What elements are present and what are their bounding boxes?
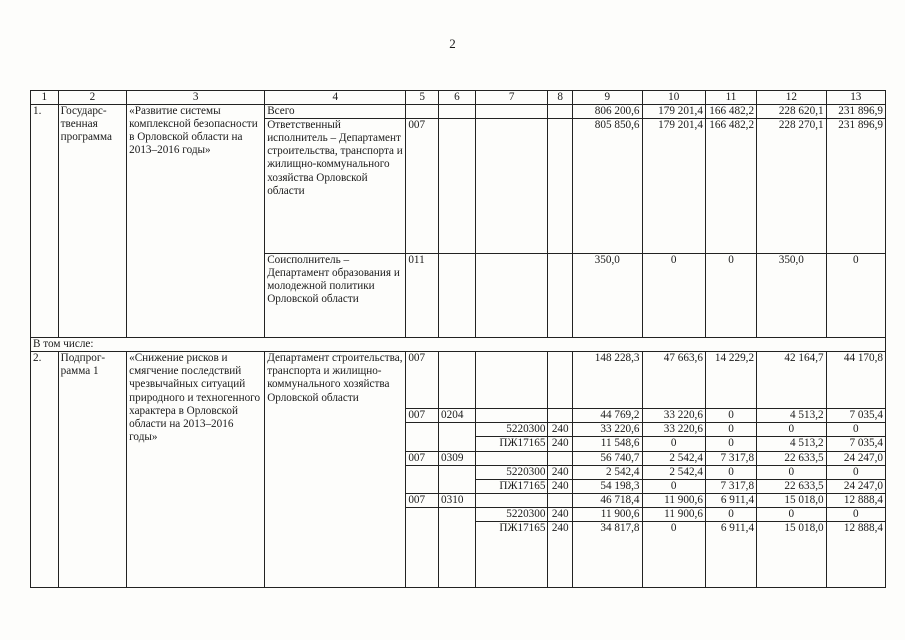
- detail-vr: 240: [548, 423, 573, 437]
- budget-table: [30, 90, 886, 588]
- detail-vr: 240: [548, 437, 573, 451]
- detail-csr: 5220300: [475, 507, 548, 521]
- detail-v10: 0: [642, 479, 705, 493]
- col-header-3: 3: [127, 91, 265, 105]
- section-v9: 44 769,2: [572, 409, 642, 423]
- subprogram-v11: 14 229,2: [705, 352, 756, 409]
- detail-v12: 22 633,5: [757, 479, 827, 493]
- section-v11: 0: [705, 409, 756, 423]
- detail-v10: 11 900,6: [642, 507, 705, 521]
- column-number-row: [31, 91, 886, 105]
- detail-v9: 2 542,4: [572, 465, 642, 479]
- section-v10: 11 900,6: [642, 493, 705, 507]
- responsible-v10: 179 201,4: [642, 119, 705, 254]
- total-v12: 228 620,1: [757, 105, 827, 119]
- section-v11: 6 911,4: [705, 493, 756, 507]
- section-number: 0204: [439, 409, 476, 423]
- section-v13: 24 247,0: [826, 451, 885, 465]
- subprogram-number: 2.: [31, 352, 59, 588]
- section-v9: 46 718,4: [572, 493, 642, 507]
- coexecutor-v13: 0: [826, 254, 885, 338]
- detail-vr: 240: [548, 465, 573, 479]
- subprogram-code: 007: [406, 352, 439, 409]
- total-v11: 166 482,2: [705, 105, 756, 119]
- col-header-5: 5: [406, 91, 439, 105]
- detail-v12: 0: [757, 465, 827, 479]
- detail-vr: 240: [548, 507, 573, 521]
- responsible-v12: 228 270,1: [757, 119, 827, 254]
- responsible-code: 007: [406, 119, 439, 254]
- coexecutor-v11: 0: [705, 254, 756, 338]
- detail-v12: 4 513,2: [757, 437, 827, 451]
- detail-csr: 5220300: [475, 423, 548, 437]
- detail-v9: 11 548,6: [572, 437, 642, 451]
- col-header-13: 13: [826, 91, 885, 105]
- section-code: 007: [406, 451, 439, 465]
- section-v12: 22 633,5: [757, 451, 827, 465]
- coexecutor-label: Соисполнитель – Департамент образования и молодежной политики Орловской области: [265, 254, 406, 338]
- program-total-row: [31, 105, 886, 119]
- detail-v9: 11 900,6: [572, 507, 642, 521]
- section-v13: 12 888,4: [826, 493, 885, 507]
- col-header-2: 2: [58, 91, 127, 105]
- detail-v11: 7 317,8: [705, 479, 756, 493]
- subprogram-v13: 44 170,8: [826, 352, 885, 409]
- col-header-10: 10: [642, 91, 705, 105]
- section-v10: 33 220,6: [642, 409, 705, 423]
- detail-v13: 0: [826, 423, 885, 437]
- detail-csr: ПЖ17165: [475, 522, 548, 588]
- detail-v10: 0: [642, 522, 705, 588]
- detail-v13: 12 888,4: [826, 522, 885, 588]
- detail-v11: 0: [705, 507, 756, 521]
- responsible-label: Ответственный исполнитель – Департамент строительства, транспорта и жилищно-коммунального хозяйства Орловской области: [265, 119, 406, 254]
- detail-csr: ПЖ17165: [475, 437, 548, 451]
- program-type: Государс-твенная программа: [58, 105, 127, 338]
- subprogram-name: «Снижение рисков и смягчение последствий чрезвычайных ситуаций природного и техногенного характера в Орловской области на 2013–2016 годы»: [127, 352, 265, 588]
- total-v10: 179 201,4: [642, 105, 705, 119]
- total-v9: 806 200,6: [572, 105, 642, 119]
- section-v11: 7 317,8: [705, 451, 756, 465]
- section-v13: 7 035,4: [826, 409, 885, 423]
- section-code: 007: [406, 493, 439, 507]
- subprogram-v9: 148 228,3: [572, 352, 642, 409]
- detail-csr: 5220300: [475, 465, 548, 479]
- col-header-12: 12: [757, 91, 827, 105]
- section-v12: 4 513,2: [757, 409, 827, 423]
- coexecutor-v12: 350,0: [757, 254, 827, 338]
- responsible-v13: 231 896,9: [826, 119, 885, 254]
- col-header-9: 9: [572, 91, 642, 105]
- col-header-7: 7: [475, 91, 548, 105]
- including-label: В том числе:: [31, 338, 886, 352]
- section-v9: 56 740,7: [572, 451, 642, 465]
- section-v10: 2 542,4: [642, 451, 705, 465]
- total-label: Всего: [265, 105, 406, 119]
- subprogram-top-row: [31, 352, 886, 409]
- responsible-v11: 166 482,2: [705, 119, 756, 254]
- including-row: [31, 338, 886, 352]
- program-number: 1.: [31, 105, 59, 338]
- program-name: «Развитие системы комплексной безопасности в Орловской области на 2013–2016 годы»: [127, 105, 265, 338]
- detail-v9: 54 198,3: [572, 479, 642, 493]
- responsible-v9: 805 850,6: [572, 119, 642, 254]
- coexecutor-v10: 0: [642, 254, 705, 338]
- col-header-6: 6: [439, 91, 476, 105]
- detail-v13: 24 247,0: [826, 479, 885, 493]
- col-header-8: 8: [548, 91, 573, 105]
- detail-v11: 0: [705, 423, 756, 437]
- detail-v11: 0: [705, 437, 756, 451]
- detail-v12: 0: [757, 507, 827, 521]
- coexecutor-v9: 350,0: [572, 254, 642, 338]
- section-code: 007: [406, 409, 439, 423]
- coexecutor-code: 011: [406, 254, 439, 338]
- col-header-11: 11: [705, 91, 756, 105]
- section-v12: 15 018,0: [757, 493, 827, 507]
- detail-v11: 0: [705, 465, 756, 479]
- detail-v9: 34 817,8: [572, 522, 642, 588]
- detail-v10: 0: [642, 437, 705, 451]
- detail-vr: 240: [548, 522, 573, 588]
- col-header-1: 1: [31, 91, 59, 105]
- col-header-4: 4: [265, 91, 406, 105]
- detail-v13: 7 035,4: [826, 437, 885, 451]
- detail-v13: 0: [826, 465, 885, 479]
- detail-v10: 2 542,4: [642, 465, 705, 479]
- subprogram-type: Подпрог-рамма 1: [58, 352, 127, 588]
- detail-v12: 15 018,0: [757, 522, 827, 588]
- detail-v11: 6 911,4: [705, 522, 756, 588]
- total-v13: 231 896,9: [826, 105, 885, 119]
- detail-csr: ПЖ17165: [475, 479, 548, 493]
- detail-v9: 33 220,6: [572, 423, 642, 437]
- detail-v12: 0: [757, 423, 827, 437]
- detail-vr: 240: [548, 479, 573, 493]
- subprogram-v10: 47 663,6: [642, 352, 705, 409]
- subprogram-v12: 42 164,7: [757, 352, 827, 409]
- section-number: 0309: [439, 451, 476, 465]
- page-number: 2: [449, 36, 456, 51]
- section-number: 0310: [439, 493, 476, 507]
- subprogram-department: Департамент строительства, транспорта и жилищно-коммунального хозяйства Орловской области: [265, 352, 406, 588]
- detail-v13: 0: [826, 507, 885, 521]
- detail-v10: 33 220,6: [642, 423, 705, 437]
